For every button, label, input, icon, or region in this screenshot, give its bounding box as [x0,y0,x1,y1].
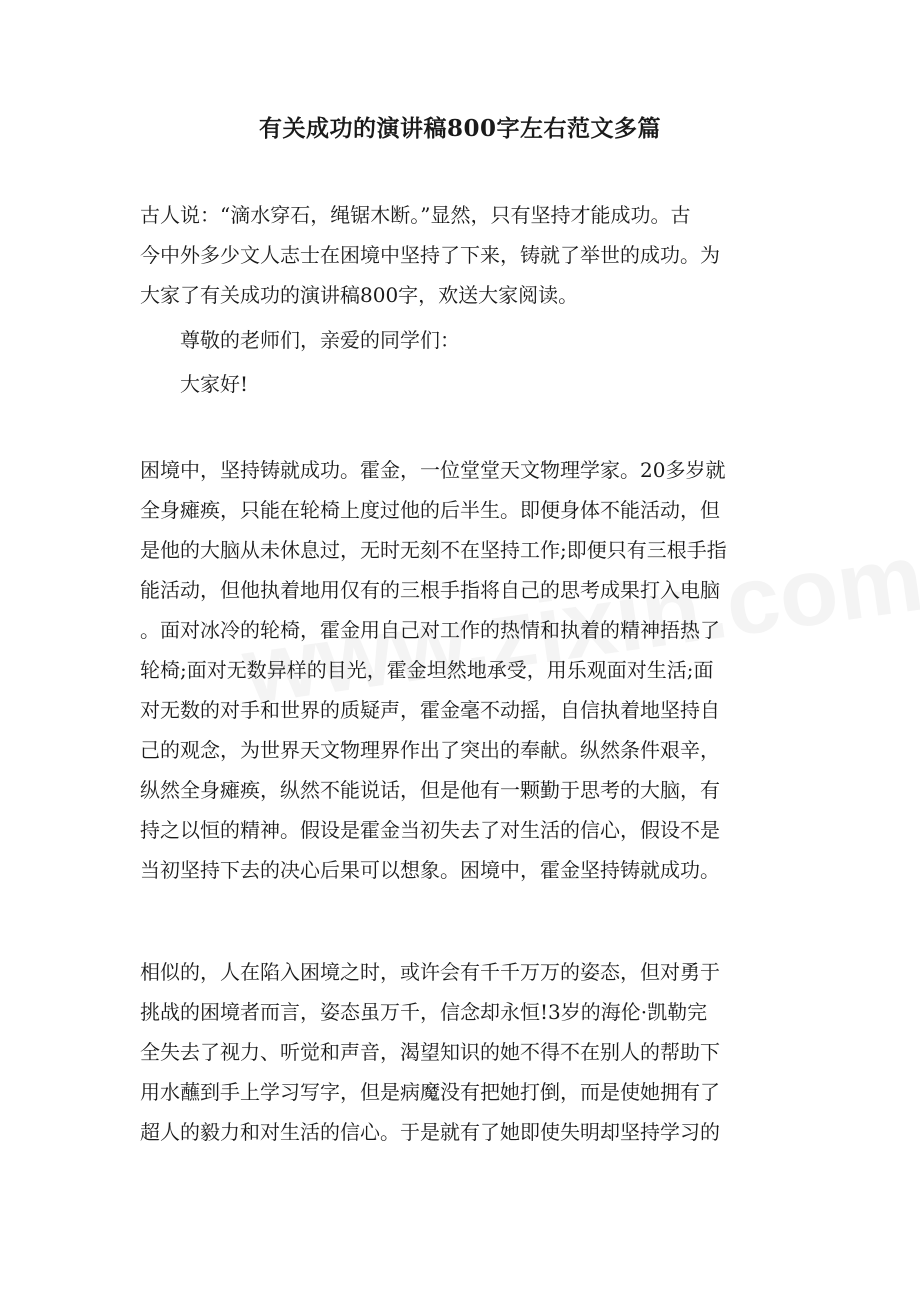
intro-line: 古人说：“滴水穿石，绳锯木断。”显然，只有坚持才能成功。古 [140,203,691,227]
salutation: 尊敬的老师们，亲爱的同学们： [180,328,460,352]
paragraph-line: 持之以恒的精神。假设是霍金当初失去了对生活的信心，假设不是 [140,818,720,842]
paragraph-line: 困境中，坚持铸就成功。霍金，一位堂堂天文物理学家。20多岁就 [140,458,726,482]
paragraph-line: 己的观念，为世界天文物理界作出了突出的奉献。纵然条件艰辛， [140,738,720,762]
paragraph-line: 能活动，但他执着地用仅有的三根手指将自己的思考成果打入电脑 [140,578,720,602]
paragraph-line: 全身瘫痪，只能在轮椅上度过他的后半生。即便身体不能活动，但 [140,498,720,522]
paragraph-line: 相似的，人在陷入困境之时，或许会有千千万万的姿态，但对勇于 [140,960,720,984]
paragraph-line: 挑战的困境者而言，姿态虽万千，信念却永恒!3岁的海伦·凯勒完 [140,1000,708,1024]
paragraph-line: 当初坚持下去的决心后果可以想象。困境中，霍金坚持铸就成功。 [140,858,720,882]
page-title: 有关成功的演讲稿800字左右范文多篇 [258,115,661,142]
paragraph-line: 是他的大脑从未休息过，无时无刻不在坚持工作;即便只有三根手指 [140,538,727,562]
paragraph-line: 全失去了视力、听觉和声音，渴望知识的她不得不在别人的帮助下 [140,1040,720,1064]
paragraph-line: 超人的毅力和对生活的信心。于是就有了她即使失明却坚持学习的 [140,1120,720,1144]
paragraph-line: 。面对冰冷的轮椅，霍金用自己对工作的热情和执着的精神捂热了 [140,618,720,642]
paragraph-line: 用水蘸到手上学习写字，但是病魔没有把她打倒，而是使她拥有了 [140,1080,720,1104]
intro-line: 大家了有关成功的演讲稿800字，欢送大家阅读。 [140,283,579,307]
greeting: 大家好! [180,372,249,396]
paragraph-line: 轮椅;面对无数异样的目光，霍金坦然地承受，用乐观面对生活;面 [140,658,714,682]
paragraph-line: 纵然全身瘫痪，纵然不能说话，但是他有一颗勤于思考的大脑，有 [140,778,720,802]
paragraph-line: 对无数的对手和世界的质疑声，霍金毫不动摇，自信执着地坚持自 [140,698,720,722]
intro-line: 今中外多少文人志士在困境中坚持了下来，铸就了举世的成功。为 [140,243,720,267]
